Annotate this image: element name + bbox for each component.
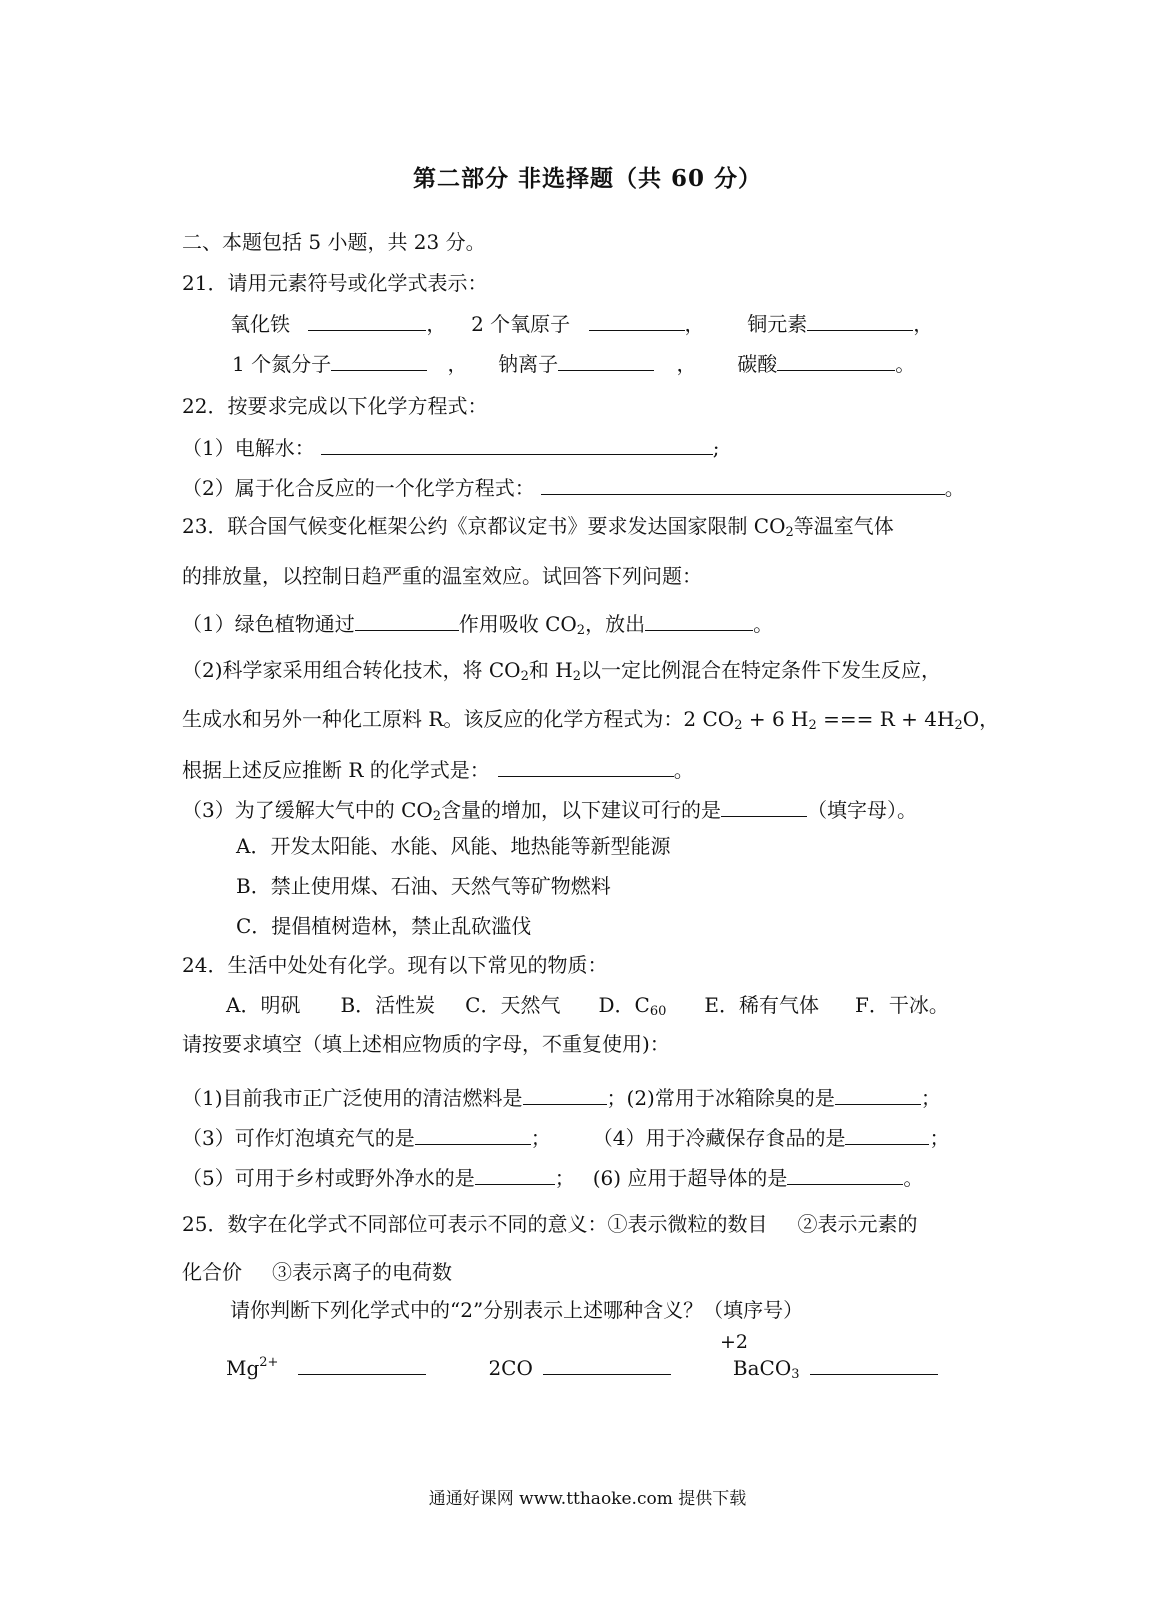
q23-p3-a: （3）为了缓解大气中的 CO [182,798,433,822]
q21-label-iron-oxide: 氧化铁 [230,312,290,336]
q25-stem1-b: ②表示元素的 [797,1212,918,1236]
q25-stem1: 25．数字在化学式不同部位可表示不同的意义：①表示微粒的数目 [182,1212,768,1236]
q23-blank-3[interactable] [498,754,674,777]
q23-p3-c: （填字母）。 [807,798,918,822]
q23-stem-line1 [182,512,894,540]
q21-blank-6[interactable] [777,348,895,371]
q23-p3-b: 含量的增加，以下建议可行的是 [441,798,722,822]
q21-stem: 21．请用元素符号或化学式表示： [182,271,488,295]
q23-stem1-end: 等温室气体 [793,514,894,538]
q21-label-carbonic-acid: 碳酸 [737,352,778,376]
q23-sub: 2 [572,669,581,684]
q24-blank-6[interactable] [787,1162,903,1185]
q22-part1: （1）电解水： ; [182,432,719,462]
q23-blank-4[interactable] [721,794,807,817]
q25-formulas [226,1352,938,1382]
q24-blank-3[interactable] [415,1122,531,1145]
q24-p5: （5）可用于乡村或野外净水的是 [182,1166,475,1190]
q23-blank-2[interactable] [645,608,753,631]
q25-co: 2CO [488,1356,533,1380]
q22-part1-label: （1）电解水： [182,436,315,460]
q21-label-copper: 铜元素 [747,312,808,336]
q24-stem: 24．生活中处处有化学。现有以下常见的物质： [182,953,608,977]
q25-mg-sup: 2+ [259,1355,279,1370]
q23-sub: 2 [954,718,963,733]
q25-ask: 请你判断下列化学式中的“2”分别表示上述哪种含义？（填序号） [230,1298,804,1322]
q25-stem2-b: ③表示离子的电荷数 [272,1260,452,1284]
q24-p2: ；(2)常用于冰箱除臭的是 [606,1086,835,1110]
q21-blank-3[interactable] [807,308,913,331]
q24-row3: （5）可用于乡村或野外净水的是 ； (6) 应用于超导体的是 。 [182,1162,923,1192]
q23-p2-a: （2)科学家采用组合转化技术，将 CO [182,658,521,682]
q25-ba-valence: +2 [720,1331,749,1353]
q24-option-d: D．C [598,993,650,1017]
q21-blank-2[interactable] [589,308,685,331]
q21-label-2-oxygen: 2 个氧原子 [471,312,571,336]
q25-blank-1[interactable] [298,1352,426,1375]
q24-options [226,991,949,1019]
q24-c60-sub: 60 [649,1004,667,1019]
q23-p1-b: 作用吸收 CO [458,612,577,636]
q23-p2-eq-a: 生成水和另外一种化工原料 R。该反应的化学方程式为：2 CO [182,707,735,731]
q22-part2: （2）属于化合反应的一个化学方程式： 。 [182,472,965,502]
q23-sub: 2 [734,718,743,733]
q23-p2-b: 和 H [528,658,573,682]
footer-source: 通通好课网 www.tthaoke.com 提供下载 [428,1489,747,1509]
q24-p1: （1)目前我市正广泛使用的清洁燃料是 [182,1086,523,1110]
q23-option-a: A．开发太阳能、水能、风能、地热能等新型能源 [236,834,671,858]
q21-label-nitrogen: 1 个氮分子 [232,352,332,376]
q23-part1: （1）绿色植物通过 作用吸收 $CO_2$，放出 。 [182,608,773,638]
section-heading: 二、本题包括 5 小题，共 23 分。 [182,230,486,254]
q25-stem-line1 [182,1210,917,1238]
q23-option-b: B．禁止使用煤、石油、天然气等矿物燃料 [236,874,611,898]
q22-stem: 22．按要求完成以下化学方程式： [182,394,488,418]
q23-sub: 2 [432,809,442,824]
q25-mg: Mg [226,1356,260,1380]
q23-sub: 2 [520,669,529,684]
q24-row2: （3）可作灯泡填充气的是 ； （4）用于冷藏保存食品的是 ； [182,1122,949,1152]
q21-blank-1[interactable] [308,308,426,331]
q23-stem1-text: 23．联合国气候变化框架公约《京都议定书》要求发达国家限制 CO [182,514,786,538]
q23-sub: 2 [785,525,794,540]
q23-p2-eq-d: O， [962,707,1000,731]
q24-blank-4[interactable] [845,1122,929,1145]
q25-ba-sub: 3 [791,1367,800,1382]
q23-part2-line2 [182,705,999,733]
q23-p2-eq-b: + 6 H [742,707,809,731]
q23-p2-line3: 根据上述反应推断 R 的化学式是： [182,758,490,782]
q25-blank-3[interactable] [810,1352,938,1375]
q23-part3 [182,794,917,824]
q24-option-b: B．活性炭 [340,993,436,1017]
q23-sub: 2 [808,718,817,733]
q22-blank-2[interactable] [541,472,945,495]
q21-blank-4[interactable] [331,348,427,371]
q24-instruction: 请按要求填空（填上述相应物质的字母，不重复使用)： [182,1032,670,1056]
q23-p1-c: ，放出 [585,612,646,636]
q21-row2: 1 个氮分子 ， 钠离子 ， 碳酸 。 [232,348,915,378]
q23-option-c: C．提倡植树造林，禁止乱砍滥伐 [236,914,532,938]
q23-stem-line2: 的排放量，以控制日趋严重的温室效应。试回答下列问题： [182,564,702,588]
q25-ba: BaCO [732,1356,792,1380]
q24-blank-2[interactable] [835,1082,921,1105]
q23-blank-1[interactable] [355,608,459,631]
q24-option-e: E．稀有气体 [704,993,819,1017]
page-title: 第二部分 非选择题（共 60 分） [412,165,763,192]
q23-part2-line3: 根据上述反应推断 R 的化学式是： 。 [182,754,694,784]
q21-blank-5[interactable] [558,348,654,371]
q24-option-a: A．明矾 [226,993,301,1017]
q24-row1: （1)目前我市正广泛使用的清洁燃料是 ；(2)常用于冰箱除臭的是 ； [182,1082,941,1112]
q23-p1-a: （1）绿色植物通过 [182,612,355,636]
q24-p6: (6) 应用于超导体的是 [592,1166,788,1190]
q21-label-sodium-ion: 钠离子 [498,352,559,376]
q25-stem2-a: 化合价 [182,1260,242,1284]
q23-part2-line1 [182,656,941,684]
q24-p3: （3）可作灯泡填充气的是 [182,1126,415,1150]
q24-blank-1[interactable] [523,1082,607,1105]
q24-option-f: F．干冰。 [854,993,949,1017]
q23-p2-eq-c: === R + 4H [816,707,955,731]
q21-row1: 氧化铁 ， 2 个氧原子 ， 铜元素 ， [230,308,933,338]
q24-blank-5[interactable] [475,1162,555,1185]
q25-blank-2[interactable] [543,1352,671,1375]
q22-blank-1[interactable] [321,432,713,455]
q23-p2-c: 以一定比例混合在特定条件下发生反应， [580,658,941,682]
q24-option-c: C．天然气 [465,993,561,1017]
q23-sub: 2 [576,623,586,638]
q25-stem-line2 [182,1258,452,1286]
q22-part2-label: （2）属于化合反应的一个化学方程式： [182,476,535,500]
q24-p4: （4）用于冷藏保存食品的是 [592,1126,846,1150]
